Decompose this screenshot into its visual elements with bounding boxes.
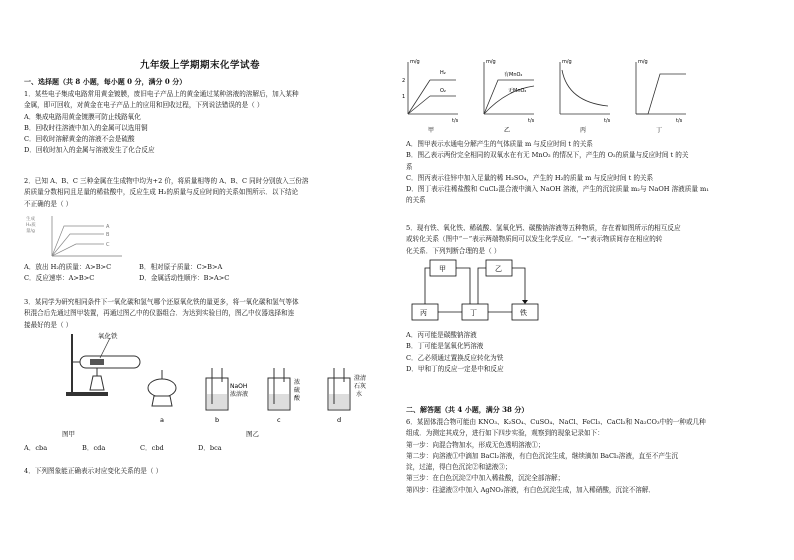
q2-stem — [24, 176, 308, 210]
q5-stem-line: 或转化关系（图中“－”表示两端物质间可以发生化学反应．“→”表示物质间存在相应的转 — [406, 235, 663, 244]
q4-g1-tick-2: 2 — [402, 78, 406, 84]
node-ding-label: 丁 — [470, 309, 477, 317]
q5-option: B．丁可能是氢氧化钙溶液 — [406, 342, 484, 351]
fig-yi-label: 图乙 — [246, 430, 259, 438]
q2-label-b: B — [106, 232, 110, 238]
q6-line: 第四步：往滤液③中加入 AgNO₃溶液，有白色沉淀生成，加入稀硝酸，沉淀不溶解． — [406, 485, 656, 494]
q4-y-label: m/g — [410, 59, 420, 65]
bottle-d-liquid — [329, 394, 349, 409]
q4-graph-name: 丁 — [656, 127, 663, 134]
q4-x-label-m: t/s — [676, 118, 683, 124]
q4-option: B．图乙表示两份完全相同的双氧水在有无 MnO₂ 的情况下，产生的 O₂的质量与反应时间 t 的关 — [406, 151, 689, 160]
q4-graphs — [400, 56, 683, 136]
q3-apparatus-figure — [58, 332, 378, 444]
q3-option: D．bca — [198, 444, 222, 452]
node-tie-label: 铁 — [520, 309, 527, 317]
q4-g2-without: 无MnO₂ — [508, 88, 527, 94]
q2-stem-line: 2．已知 A、B、C 三种金属在生成物中均为+2 价，将质量相等的 A、B、C 同时分别放入三份溶 — [24, 177, 309, 185]
q2-option: A．放出 H₂的质量：A>B>C — [24, 263, 112, 271]
q1-option: C．回收时溶解黄金的溶液不会是硫酸 — [24, 135, 135, 144]
q2-option: C．反应速率：A>B>C — [24, 274, 95, 283]
bottle-b-label: b — [215, 416, 220, 424]
q5-option: D．甲和丁的反应一定是中和反应 — [406, 364, 504, 373]
q5-options — [406, 330, 504, 375]
q1-option: B．回收时往溶液中加入的金属可以选用铜 — [24, 123, 148, 132]
fig-jia-label: 图甲 — [62, 430, 75, 438]
q4-graph-bing — [560, 59, 611, 134]
lime-label-1: 澄清 — [354, 375, 367, 382]
page-title: 九年级上学期期末化学试卷 — [140, 60, 261, 71]
acid-label-1: 浓 — [294, 379, 301, 386]
q2-graph — [24, 212, 124, 260]
section-2-heading: 二、解答题（共 4 小题，满分 38 分） — [406, 405, 529, 414]
q4-g1-h2: H₂ — [440, 70, 446, 76]
apparatus-a-burner — [152, 396, 172, 406]
q4-graph-jia — [402, 59, 459, 134]
q4-graph-yi — [484, 59, 535, 134]
q1-stem-line: 1．某些电子集成电路常用黄金镀膜，废旧电子产品上的黄金通过某种溶液的溶解后，加入某种 — [24, 90, 299, 98]
q2-option: D．金属活动性顺序：B>A>C — [139, 274, 230, 283]
bottle-c-label: c — [277, 416, 281, 424]
node-bing-label: 丙 — [420, 309, 427, 317]
bottle-b-liquid — [207, 394, 227, 409]
iron-oxide-label: 氧化铁 — [98, 332, 118, 340]
q3-options — [24, 443, 334, 454]
q4-option: D．图丁表示往稀盐酸和 CuCl₂混合液中滴入 NaOH 溶液，产生的沉淀质量 m₂与 NaOH 溶液质量 m₁ — [406, 185, 709, 194]
q1 — [24, 89, 299, 157]
q2-ylabel-2: H₂质 — [26, 223, 36, 228]
q2-line-a — [52, 226, 104, 256]
q5-stem-line: 5．现有铁、氧化铁、稀硫酸、氢氧化钙、碳酸钠溶液等五种物质，存在着如图所示的相互反应 — [406, 224, 681, 232]
q3-option: B．cda — [82, 444, 106, 452]
q6-line: 第三步：在白色沉淀②中加入稀盐酸，沉淀全部溶解； — [406, 474, 565, 483]
q4-stem: 4．下列图象能正确表示对应变化关系的是（ ） — [24, 467, 163, 475]
q4-option: 系 — [406, 162, 413, 171]
q2-label-c: C — [106, 242, 110, 248]
q3-option: C．cbd — [140, 444, 164, 452]
node-jia-label: 甲 — [439, 265, 446, 273]
q5-option: C．乙必须通过置换反应转化为铁 — [406, 353, 504, 362]
q4-g2-with: 有MnO₂ — [504, 72, 523, 78]
edge-jia-ding — [456, 268, 470, 304]
q6 — [406, 417, 706, 496]
q5-relation-diagram — [410, 258, 550, 322]
bottle-d-label: d — [337, 416, 342, 424]
bottle-a-label: a — [160, 416, 164, 424]
q2-option: B．相对原子质量：C>B>A — [139, 263, 223, 271]
q4-g1-o2: O₂ — [440, 88, 446, 94]
q4-option: 的关系 — [406, 196, 426, 205]
q4-x-label: t/s — [528, 118, 535, 124]
edge-jia-bing — [425, 268, 430, 304]
q3-stem — [24, 297, 299, 331]
node-yi-label: 乙 — [495, 265, 502, 273]
q5-stem-line: 化关系．下列判断合理的是（ ） — [406, 246, 501, 255]
q6-line: 组成．为测定其成分，进行如下四步实验，观察到的现象记录如下： — [406, 429, 604, 438]
q3-stem-line: 接最好的是（ ） — [24, 320, 73, 329]
q5-option: A．丙可能是碳酸钠溶液 — [406, 331, 477, 339]
q5-stem — [406, 223, 681, 257]
q3-option: A．cba — [24, 444, 48, 452]
edge-yi-tie — [512, 268, 525, 302]
q2-options — [24, 262, 229, 285]
bottle-c-liquid — [269, 394, 289, 409]
q1-option: A．集成电路用黄金镀膜可防止线路氧化 — [24, 112, 141, 121]
q4-graph-ding — [636, 59, 686, 134]
q2-line-c — [52, 244, 104, 256]
acid-label-2: 硫 — [294, 387, 301, 394]
apparatus-a-bulb — [148, 379, 176, 397]
q1-stem-line: 金属，即可回收，对黄金在电子产品上的应用和回收过程，下列说法错误的是（ ） — [24, 101, 264, 110]
edge-yi-ding — [478, 268, 486, 304]
q3-stem-line: 积混合后先通过图甲装置，再通过图乙中的仪器组合．为达到实验目的，图乙中仪器选择和连 — [24, 309, 295, 318]
q2-label-a: A — [106, 224, 110, 230]
q4-option: C．图丙表示往锌中加入足量的稀 H₂SO₄，产生的 H₂的质量 m 与反应时间 t 的关系 — [406, 173, 654, 182]
q2-ylabel-3: 量/g — [26, 229, 35, 234]
lime-label-2: 石灰 — [354, 383, 367, 390]
q6-line: 淀，过滤，得白色沉淀②和滤液③； — [406, 463, 512, 472]
naoh-label-1: NaOH — [230, 383, 248, 390]
q4-option: A．图甲表示水通电分解产生的气体质量 m 与反应时间 t 的关系 — [406, 140, 593, 148]
q4-y-label: m/g — [562, 59, 572, 65]
q2-stem-line: 不正确的是（ ） — [24, 199, 73, 208]
acid-label-3: 酸 — [294, 395, 301, 402]
q4-x-label: t/s — [452, 118, 459, 124]
label-pointer — [100, 338, 110, 358]
q6-line: 第一步：向混合物加水，形成无色透明溶液①； — [406, 440, 545, 449]
q4-y-label: m/g — [638, 59, 648, 65]
lime-label-3: 水 — [356, 391, 363, 398]
section-1-heading: 一、选择题（共 8 小题，每小题 0 分，满分 0 分） — [24, 77, 187, 86]
stand-base — [66, 392, 108, 396]
q4-graph-name: 甲 — [428, 127, 435, 134]
q1-option: D．回收时加入的金属与溶液发生了化合反应 — [24, 146, 155, 155]
q2-ylabel-1: 生成 — [26, 217, 35, 222]
arrow-head — [522, 300, 528, 304]
q3-stem-line: 3．某同学为研究相同条件下一氧化碳和氢气哪个还原氧化铁的量更多，将一氧化碳和氢气等体 — [24, 298, 299, 306]
q4-options — [406, 139, 709, 207]
q6-line: 第二步：向溶液①中滴加 BaCl₂溶液，有白色沉淀生成，继续滴加 BaCl₂溶液，直至不产生沉 — [406, 451, 679, 460]
q6-line: 6．某固体混合物可能由 KNO₃、K₂SO₄、CuSO₄、NaCl、FeCl₃、CaCl₂和 Na₂CO₃中的一种或几种 — [406, 418, 706, 426]
alcohol-burner — [90, 376, 104, 390]
q2-stem-line: 质质量分数相同且足量的稀盐酸中，反应生成 H₂的质量与反应时间的关系如图所示．以下结论 — [24, 188, 299, 197]
q4-graph-name: 乙 — [504, 127, 511, 134]
naoh-label-2: 浓溶液 — [230, 391, 249, 398]
glass-tube — [80, 356, 140, 368]
q4-graph-name: 丙 — [580, 127, 587, 134]
q4-g1-tick-1: 1 — [402, 94, 406, 100]
iron-oxide-sample — [90, 359, 104, 365]
q4-y-label: m/g — [486, 59, 496, 65]
q4-x-label: t/s — [604, 118, 611, 124]
